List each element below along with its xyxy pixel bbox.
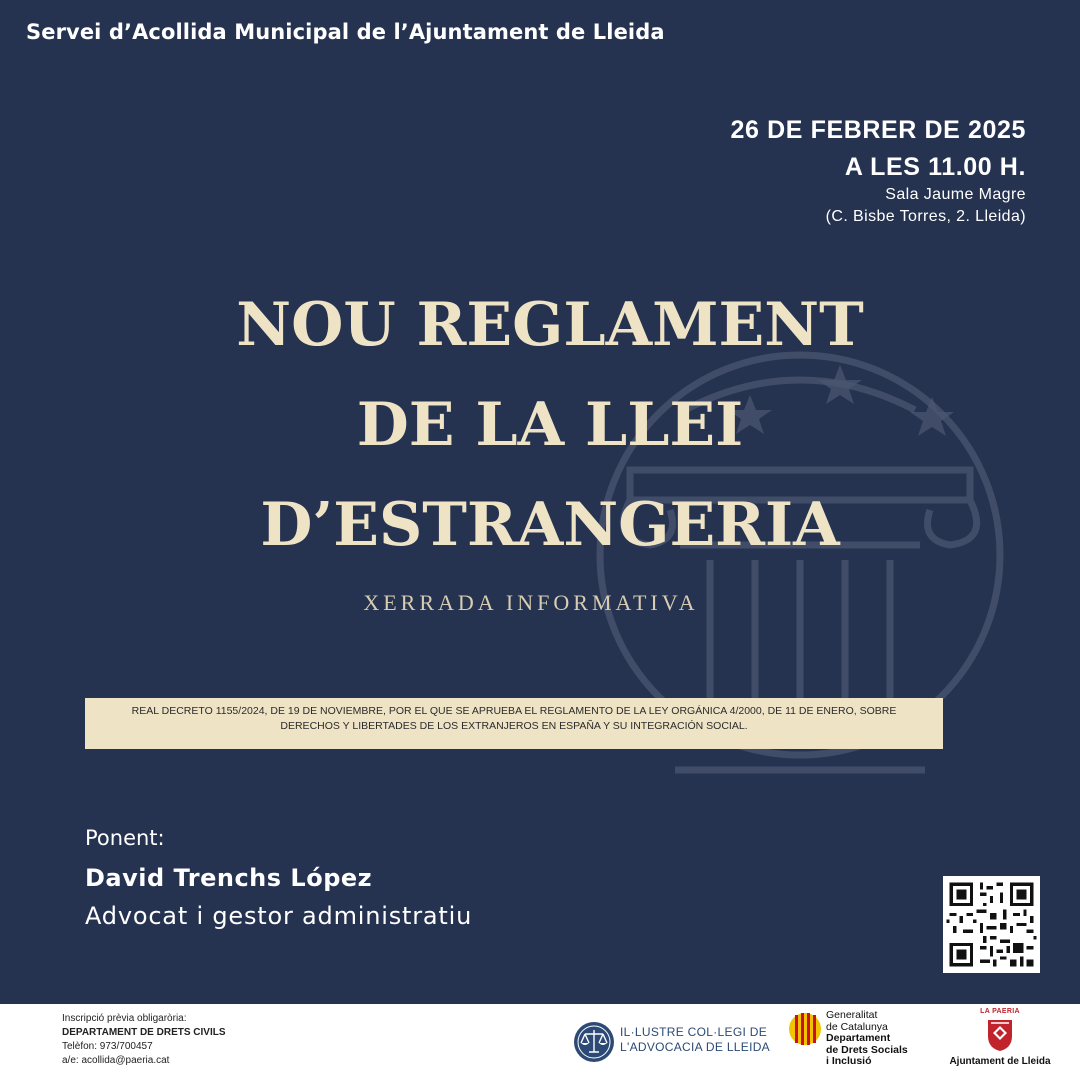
paeria-name: Ajuntament de Lleida — [949, 1056, 1051, 1067]
generalitat-text — [826, 1010, 908, 1068]
organizer-title: Servei d’Acollida Municipal de l’Ajuntament de Lleida — [26, 20, 665, 44]
registration-department: DEPARTAMENT DE DRETS CIVILS — [62, 1027, 226, 1038]
gen-line-5: i Inclusió — [826, 1055, 872, 1067]
paeria-shield-icon — [986, 1018, 1014, 1052]
decree-text: REAL DECRETO 1155/2024, DE 19 DE NOVIEMBRE, POR EL QUE SE APRUEBA EL REGLAMENTO DE LA LEY ORGÁNICA 4/2000, DE 11 DE ENERO, SOBRE DERECHOS Y LIBERTADES DE LOS EXTRANJEROS EN ESPAÑA Y SU INTEGRACIÓN SOCIAL. — [131, 705, 897, 732]
footer — [0, 1004, 1080, 1080]
title-line-3: D’ESTRANGERIA — [260, 490, 840, 560]
registration-phone: Telèfon: 973/700457 — [62, 1041, 153, 1052]
title-line-1: NOU REGLAMENT — [236, 290, 864, 360]
subtitle: XERRADA INFORMATIVA — [363, 590, 699, 615]
gen-line-3: Departament — [826, 1032, 891, 1044]
event-time: A LES 11.00 H. — [844, 153, 1026, 181]
speaker-label: Ponent: — [85, 826, 165, 850]
paeria-top-text: LA PAERIA — [980, 1008, 1020, 1015]
speaker-role: Advocat i gestor administratiu — [85, 902, 473, 930]
registration-email[interactable]: a/e: acollida@paeria.cat — [62, 1055, 170, 1066]
colegi-name — [620, 1025, 770, 1055]
event-datetime — [731, 112, 1026, 186]
main-title — [0, 275, 1080, 575]
generalitat-logo — [788, 1010, 938, 1076]
paeria-logo — [940, 1008, 1060, 1074]
gen-line-4: de Drets Socials — [826, 1043, 908, 1056]
senyera-icon — [788, 1012, 822, 1046]
speaker-name: David Trenchs López — [85, 864, 373, 892]
registration-note: Inscripció prèvia obligaròria: — [62, 1013, 187, 1024]
colegi-advocacia-logo — [572, 1020, 770, 1066]
qr-code-icon[interactable] — [943, 876, 1040, 973]
gen-line-1: Generalitat — [826, 1009, 878, 1021]
colegi-line-1: IL·LUSTRE COL·LEGI DE — [620, 1025, 768, 1039]
event-venue — [826, 184, 1026, 228]
venue-name: Sala Jaume Magre — [885, 186, 1026, 203]
decree-box — [85, 698, 943, 749]
scales-seal-icon — [572, 1020, 616, 1064]
event-date: 26 DE FEBRER DE 2025 — [730, 116, 1026, 144]
title-line-2: DE LA LLEI — [356, 390, 744, 460]
registration-info — [62, 1012, 226, 1068]
colegi-line-2: L'ADVOCACIA DE LLEIDA — [620, 1040, 770, 1054]
gen-line-2: de Catalunya — [826, 1020, 888, 1033]
venue-address: (C. Bisbe Torres, 2. Lleida) — [825, 208, 1026, 225]
